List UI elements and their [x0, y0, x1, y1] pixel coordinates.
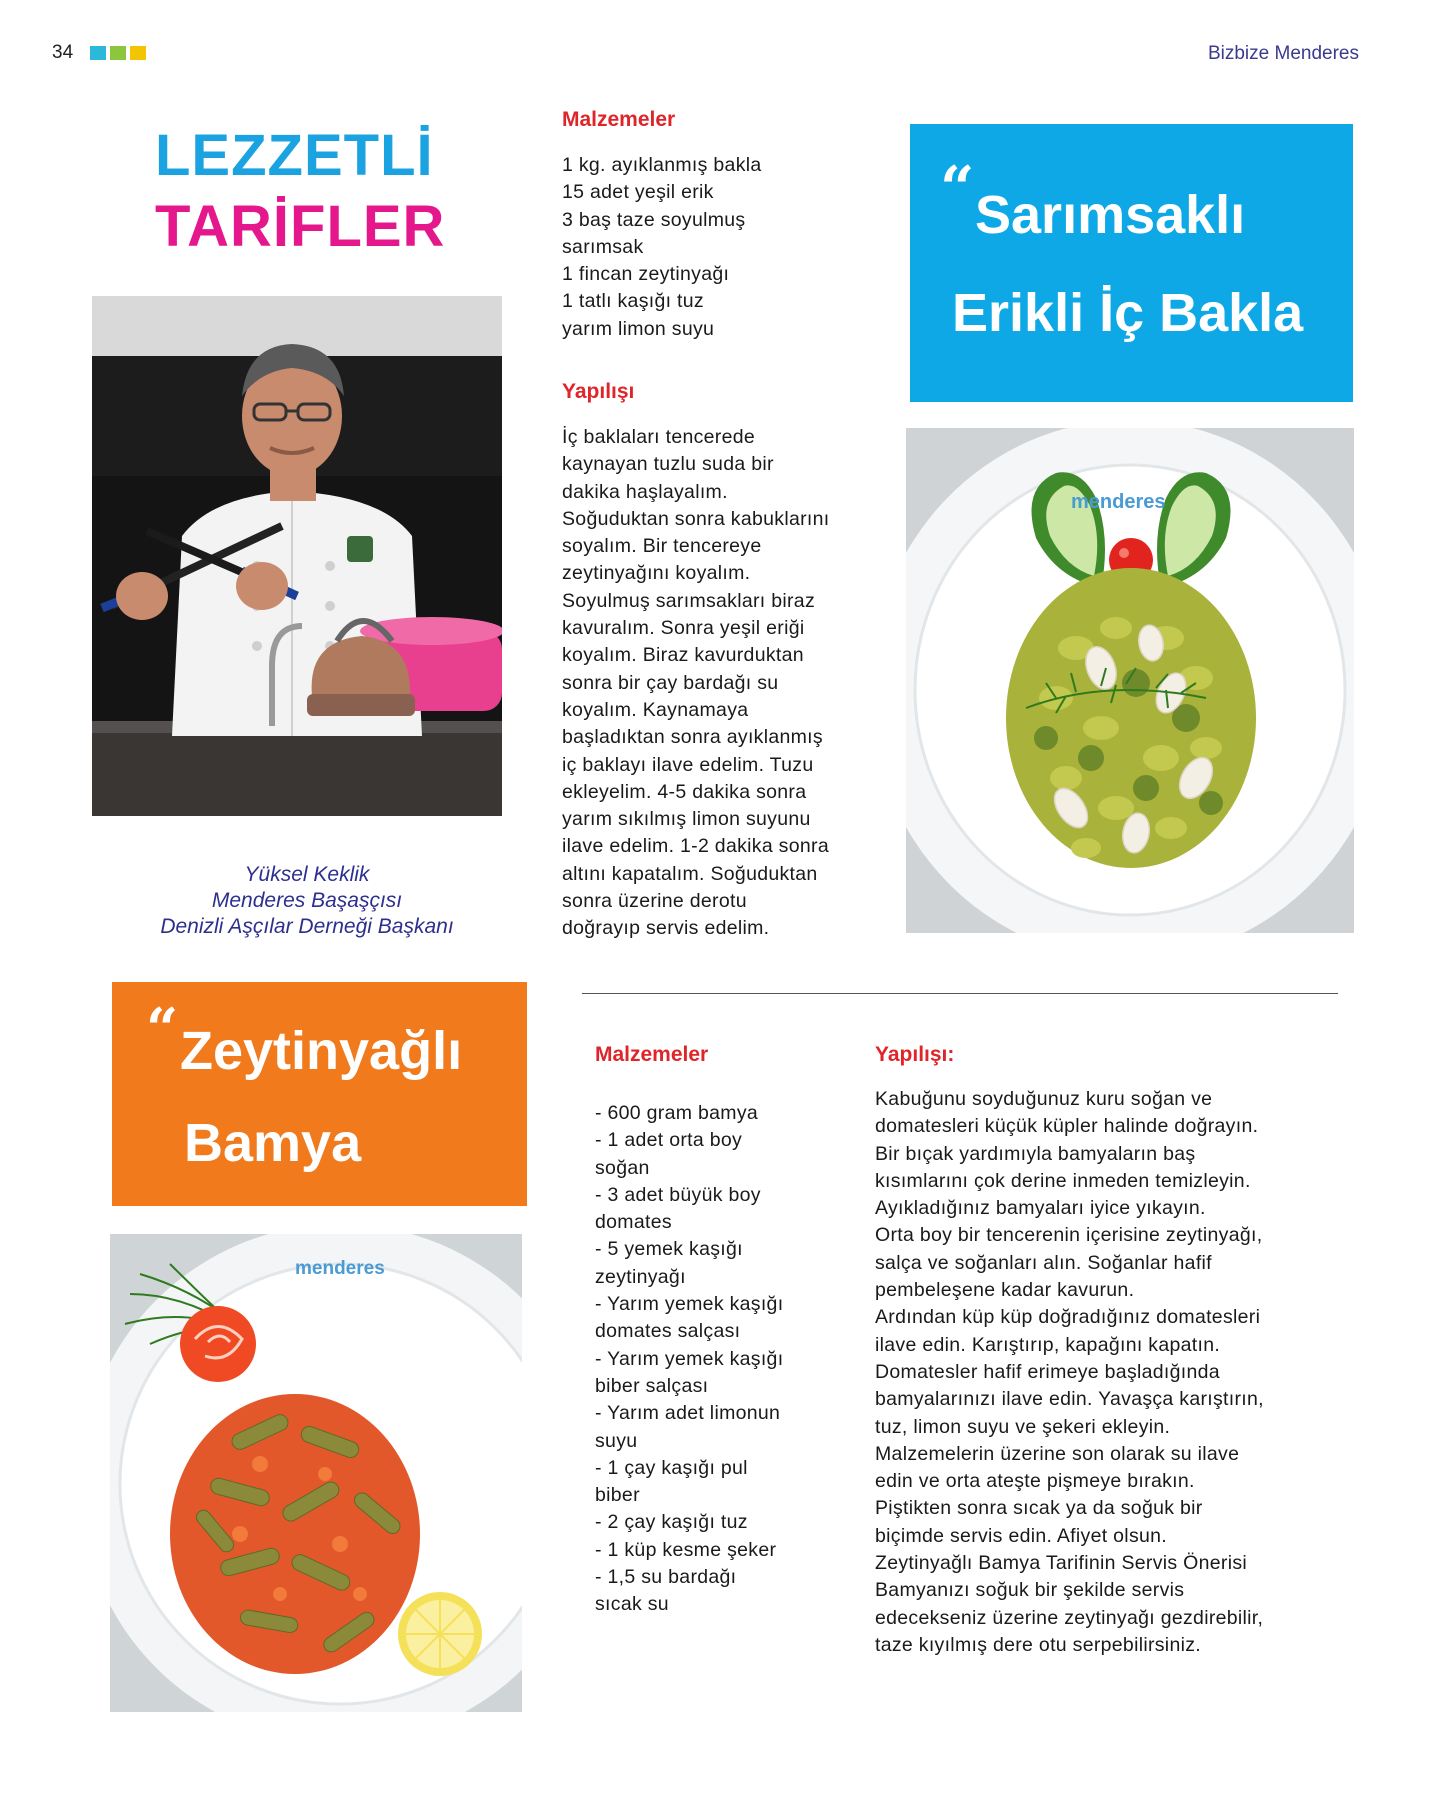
section-divider	[582, 993, 1338, 994]
text-line: tuz, limon suyu ve şekeri ekleyin.	[875, 1415, 1171, 1438]
recipe1-ingredients-list	[562, 152, 862, 343]
text-line: yarım sıkılmış limon suyunu	[562, 808, 811, 831]
section-title-line2: TARİFLER	[155, 194, 446, 259]
list-item: - 1 küp kesme şeker	[595, 1538, 777, 1561]
text-line: Zeytinyağlı Bamya Tarifinin Servis Önerisi	[875, 1552, 1248, 1575]
chef-caption	[92, 862, 522, 940]
list-item: - Yarım adet limonun	[595, 1402, 781, 1425]
text-line: zeytinyağını koyalım.	[562, 562, 751, 585]
list-item: 1 tatlı kaşığı tuz	[562, 290, 704, 313]
text-line: edin ve orta ateşte pişmeye bırakın.	[875, 1470, 1195, 1493]
text-line: iç baklayı ilave edelim. Tuzu	[562, 753, 814, 776]
section-title-line1: LEZZETLİ	[155, 123, 434, 188]
text-line: Bir bıçak yardımıyla bamyaların baş	[875, 1142, 1196, 1165]
text-line: sonra üzerine derotu	[562, 890, 747, 913]
text-line: kavuralım. Sonra yeşil eriği	[562, 617, 805, 640]
list-item: domates	[595, 1211, 672, 1234]
list-item: sarımsak	[562, 235, 644, 258]
text-line: sonra bir çay bardağı su	[562, 671, 779, 694]
text-line: koyalım. Kaynamaya	[562, 698, 749, 721]
recipe1-title-box	[910, 124, 1353, 402]
header-color-squares	[90, 46, 146, 60]
text-line: Ayıkladığınız bamyaları iyice yıkayın.	[875, 1197, 1206, 1220]
text-line: domatesleri küçük küpler halinde doğrayın.	[875, 1115, 1259, 1138]
text-line: kısımlarını çok derine inmeden temizleyin.	[875, 1169, 1251, 1192]
square-green	[110, 46, 126, 60]
text-line: Bamyanızı soğuk bir şekilde servis	[875, 1579, 1185, 1602]
list-item: - 1 adet orta boy	[595, 1129, 743, 1152]
list-item: - Yarım yemek kaşığı	[595, 1347, 784, 1370]
square-yellow	[130, 46, 146, 60]
recipe2-preparation-heading: Yapılışı:	[875, 1043, 955, 1066]
recipe2-photo	[110, 1234, 522, 1712]
magazine-name: Bizbize Menderes	[1207, 43, 1359, 64]
list-item: - 1 çay kaşığı pul	[595, 1456, 748, 1479]
recipe1-preparation-heading: Yapılışı	[562, 380, 635, 403]
text-line: koyalım. Biraz kavurduktan	[562, 644, 804, 667]
square-cyan	[90, 46, 106, 60]
list-item: - 3 adet büyük boy	[595, 1183, 761, 1206]
text-line: Ardından küp küp doğradığınız domatesleri	[875, 1306, 1261, 1329]
text-line: Domatesler hafif erimeye başladığında	[875, 1360, 1220, 1383]
quote-mark: “	[940, 154, 975, 224]
list-item: biber	[595, 1484, 640, 1507]
recipe2-ingredients-list	[595, 1100, 835, 1619]
text-line: bamyalarınızı ilave edin. Yavaşça karıştırın,	[875, 1388, 1264, 1411]
chef-name: Yüksel Keklik	[244, 863, 370, 886]
recipe1-preparation-text	[562, 424, 892, 943]
list-item: 1 fincan zeytinyağı	[562, 263, 730, 286]
list-item: sıcak su	[595, 1593, 669, 1616]
text-line: soyalım. Bir tencereye	[562, 535, 762, 558]
recipe1-ingredients-heading: Malzemeler	[562, 108, 676, 131]
text-line: Piştikten sonra sıcak ya da soğuk bir	[875, 1497, 1203, 1520]
list-item: zeytinyağı	[595, 1265, 686, 1288]
text-line: ekleyelim. 4-5 dakika sonra	[562, 780, 807, 803]
text-line: doğrayıp servis edelim.	[562, 917, 770, 940]
list-item: suyu	[595, 1429, 638, 1452]
text-line: altını kapatalım. Soğuduktan	[562, 862, 818, 885]
text-line: Soyulmuş sarımsakları biraz	[562, 589, 816, 612]
text-line: ilave edelim. 1-2 dakika sonra	[562, 835, 829, 858]
list-item: 15 adet yeşil erik	[562, 181, 714, 204]
text-line: dakika haşlayalım.	[562, 480, 728, 503]
chef-role: Menderes Başaşçısı	[211, 889, 403, 912]
recipe2-title-line2: Bamya	[184, 1113, 362, 1173]
text-line: Malzemelerin üzerine son olarak su ilave	[875, 1442, 1240, 1465]
recipe2-ingredients-heading: Malzemeler	[595, 1043, 709, 1066]
recipe2-title-line1: Zeytinyağlı	[180, 1021, 463, 1081]
text-line: Kabuğunu soyduğunuz kuru soğan ve	[875, 1088, 1213, 1110]
page-number: 34	[52, 42, 74, 63]
text-line: Soğuduktan sonra kabuklarını	[562, 507, 830, 530]
text-line: biçimde servis edin. Afiyet olsun.	[875, 1524, 1167, 1547]
list-item: - 2 çay kaşığı tuz	[595, 1511, 748, 1534]
text-line: Orta boy bir tencerenin içerisine zeytinyağı,	[875, 1224, 1263, 1247]
list-item: - 600 gram bamya	[595, 1102, 759, 1124]
chef-association: Denizli Aşçılar Derneği Başkanı	[160, 915, 454, 938]
list-item: 3 baş taze soyulmuş	[562, 208, 746, 231]
text-line: taze kıyılmış dere otu serpebilirsiniz.	[875, 1633, 1201, 1656]
chef-photo	[92, 296, 502, 816]
list-item: yarım limon suyu	[562, 317, 715, 340]
plate-logo: menderes	[1071, 491, 1166, 513]
list-item: 1 kg. ayıklanmış bakla	[562, 154, 762, 176]
list-item: domates salçası	[595, 1320, 741, 1343]
text-line: pembeleşene kadar kavurun.	[875, 1279, 1135, 1302]
text-line: İç baklaları tencerede	[562, 426, 756, 448]
list-item: - 5 yemek kaşığı	[595, 1238, 743, 1261]
recipe1-title-line1: Sarımsaklı	[975, 185, 1246, 245]
text-line: salça ve soğanları alın. Soğanlar hafif	[875, 1251, 1212, 1274]
list-item: biber salçası	[595, 1374, 709, 1397]
text-line: kaynayan tuzlu suda bir	[562, 453, 774, 476]
recipe2-title-box	[112, 982, 527, 1206]
text-line: başladıktan sonra ayıklanmış	[562, 726, 823, 749]
list-item: - 1,5 su bardağı	[595, 1566, 737, 1589]
recipe1-photo	[906, 428, 1354, 933]
text-line: ilave edin. Karıştırıp, kapağını kapatın.	[875, 1333, 1221, 1356]
recipe1-title-line2: Erikli İç Bakla	[952, 283, 1304, 343]
quote-mark: “	[146, 996, 179, 1062]
plate-logo: menderes	[295, 1258, 385, 1279]
recipe2-preparation-text	[875, 1086, 1355, 1659]
list-item: - Yarım yemek kaşığı	[595, 1293, 784, 1316]
text-line: edecekseniz üzerine zeytinyağı gezdirebilir,	[875, 1606, 1264, 1629]
list-item: soğan	[595, 1156, 650, 1179]
